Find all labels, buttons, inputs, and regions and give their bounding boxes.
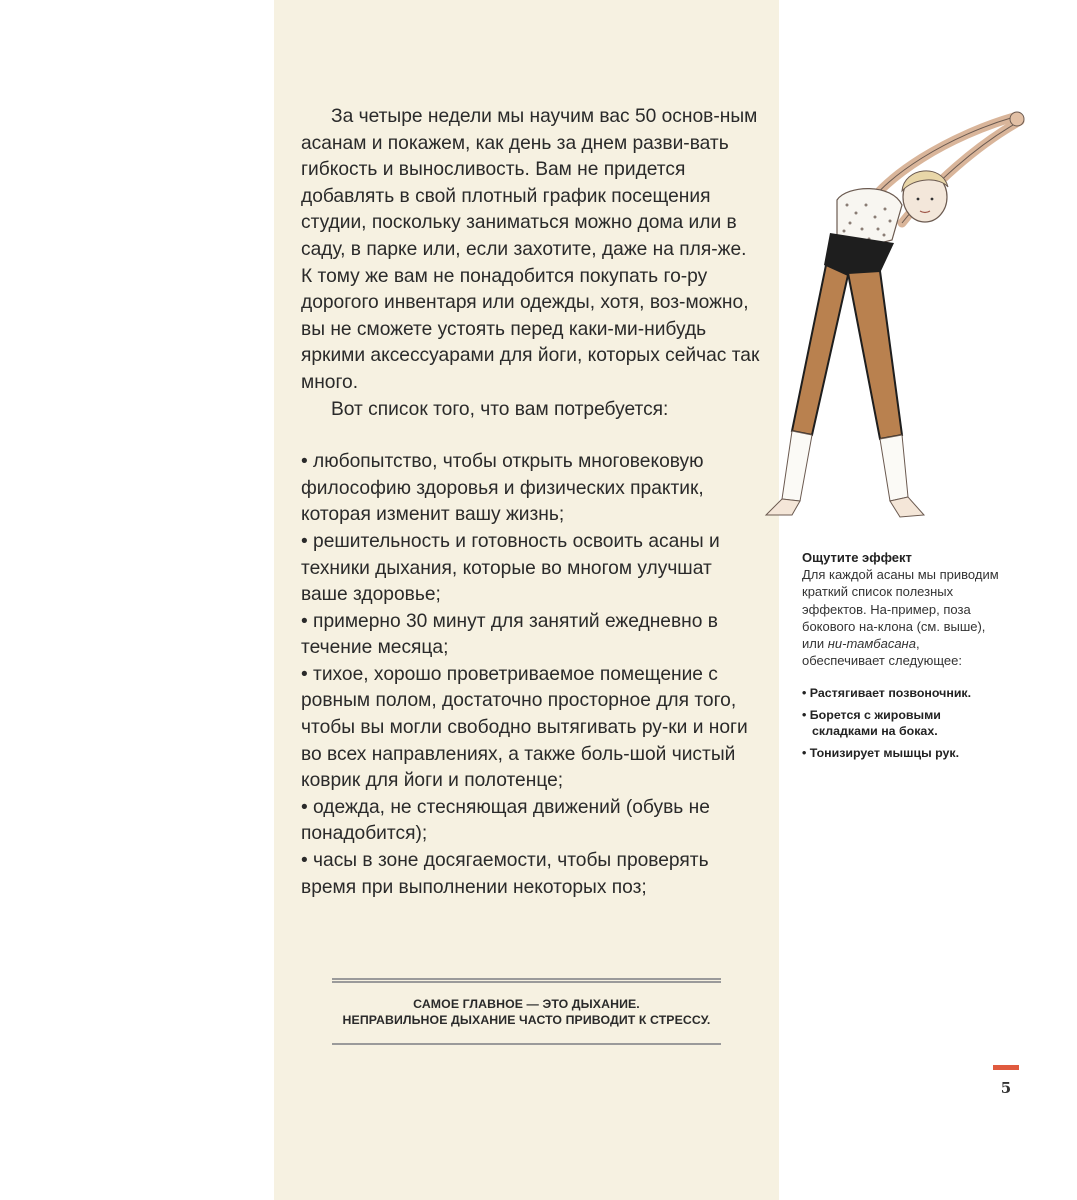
list-item: • любопытство, чтобы открыть многовековую философию здоровья и физических практик, которая изменит вашу жизнь;: [301, 451, 704, 526]
callout-line-1: САМОЕ ГЛАВНОЕ — ЭТО ДЫХАНИЕ.: [413, 997, 640, 1011]
effect-item: • Растягивает позвоночник.: [802, 686, 972, 701]
effects-list: [802, 685, 1002, 761]
callout-bottom-rule: [332, 1043, 721, 1046]
effect-item: • Борется с жировыми складками на боках.: [802, 707, 941, 739]
list-item: • часы в зоне досягаемости, чтобы проверять время при выполнении некоторых поз;: [301, 850, 709, 898]
effect-sidebar: [802, 549, 1002, 766]
effect-item: • Тонизирует мышцы рук.: [802, 745, 960, 760]
callout-line-2: НЕПРАВИЛЬНОЕ ДЫХАНИЕ ЧАСТО ПРИВОДИТ К СТРЕССУ.: [342, 1013, 711, 1027]
sidebar-title: Ощутите эффект: [802, 550, 912, 565]
sidebar-body-text-end: , обеспечивает следующее:: [802, 636, 962, 669]
side-bend-illustration: [752, 105, 1042, 525]
page-number: 5: [1000, 1079, 1012, 1097]
requirements-list: [301, 449, 761, 901]
list-item: • тихое, хорошо проветриваемое помещение с ровным полом, достаточно просторное для того, чтобы вы могли свободно вытягивать ру-ки и ноги во всех направлениях, а также боль-шой чистый коврик для йоги и полотенце;: [301, 663, 748, 792]
list-item: • одежда, не стесняющая движений (обувь не понадобится);: [301, 796, 710, 845]
sidebar-body-italic: ни-тамбасана: [827, 636, 916, 652]
list-item: • примерно 30 минут для занятий ежедневно в течение месяца;: [301, 610, 718, 659]
intro-paragraph: За четыре недели мы научим вас 50 основ-ным асанам и покажем, как день за днем разви-вать гибкость и выносливость. Вам не придется добавлять в свой плотный график посещения студии, поскольку заниматься можно дома или в саду, в парке или, если захотите, даже на пля-же. К тому же вам не понадобится покупать го-ру дорогого инвентаря или одежды, хотя, воз-можно, вы не сможете устоять перед каки-ми-нибудь яркими аксессуарами для йоги, которых сейчас так много.: [301, 106, 760, 393]
callout-top-rule: [332, 978, 721, 983]
breathing-callout: [332, 978, 721, 1046]
list-item: • решительность и готовность освоить асаны и техники дыхания, которые во многом улучшат ваше здоровье;: [301, 530, 720, 606]
sidebar-body-text: Для каждой асаны мы приводим краткий список полезных эффектов. На-пример, поза бокового на-клона (см. выше), или: [802, 567, 999, 652]
list-intro: Вот список того, что вам потребуется:: [331, 398, 669, 420]
page-marker: [993, 1065, 1019, 1070]
sidebar-body: [802, 566, 1002, 669]
main-text: [301, 104, 761, 901]
